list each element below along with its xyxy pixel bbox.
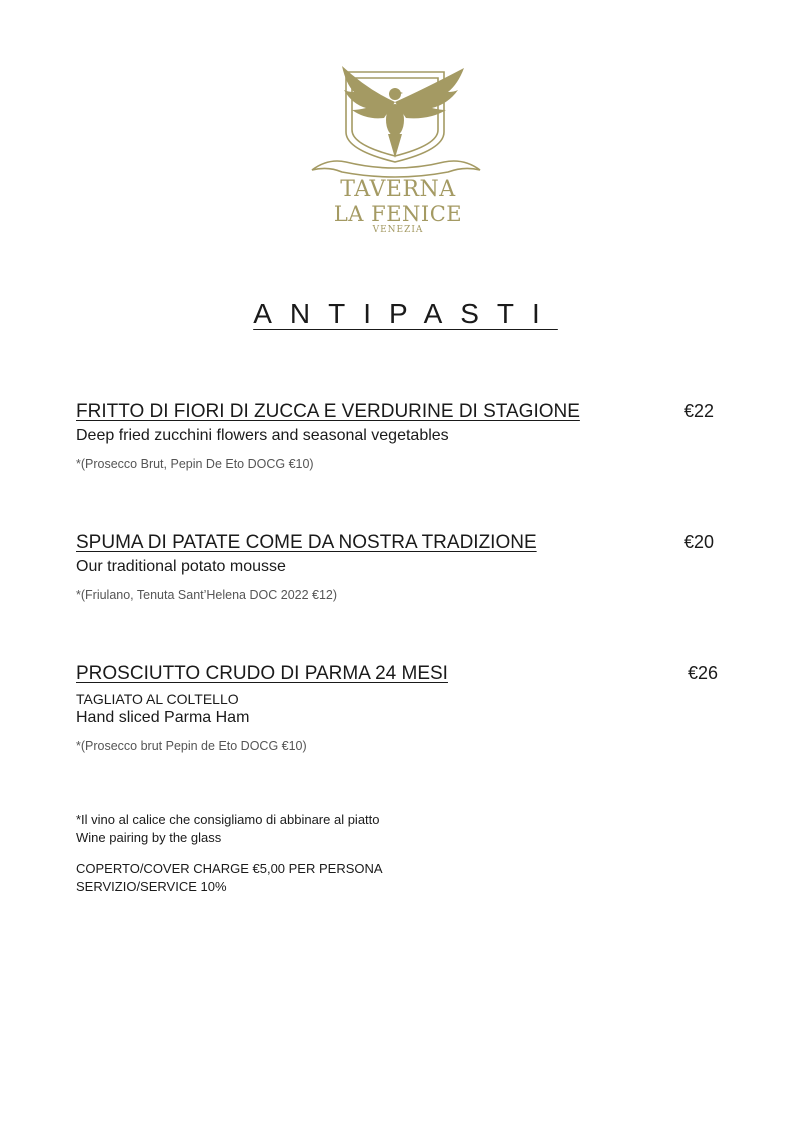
charges-info: [76, 860, 383, 896]
item-name: PROSCIUTTO CRUDO DI PARMA 24 MESI: [76, 663, 448, 684]
menu-item: [76, 401, 718, 471]
item-price: €20: [683, 532, 714, 552]
menu-item: [76, 663, 718, 753]
cover-charge: COPERTO/COVER CHARGE €5,00 PER PERSONA: [76, 861, 383, 876]
item-price: €22: [683, 401, 714, 421]
item-subtitle: TAGLIATO AL COLTELLO: [76, 691, 239, 707]
item-price: €26: [687, 663, 718, 683]
item-wine-pairing: *(Prosecco Brut, Pepin De Eto DOCG €10): [76, 457, 314, 471]
brand-name-line1: TAVERNA: [340, 177, 456, 202]
note-line-italian: *Il vino al calice che consigliamo di abbinare al piatto: [76, 812, 380, 827]
item-description: Hand sliced Parma Ham: [76, 709, 250, 726]
item-description: Deep fried zucchini flowers and seasonal vegetables: [76, 427, 449, 444]
restaurant-logo: [308, 62, 488, 242]
wine-pairing-note: [76, 811, 380, 847]
item-wine-pairing: *(Friulano, Tenuta Sant’Helena DOC 2022 €12): [76, 588, 338, 602]
item-name: FRITTO DI FIORI DI ZUCCA E VERDURINE DI STAGIONE: [76, 401, 580, 422]
note-line-english: Wine pairing by the glass: [76, 830, 222, 845]
item-wine-pairing: *(Prosecco brut Pepin de Eto DOCG €10): [76, 739, 307, 753]
item-name: SPUMA DI PATATE COME DA NOSTRA TRADIZIONE: [76, 532, 537, 553]
brand-name-line2: LA FENICE: [333, 202, 463, 226]
menu-item: [76, 532, 718, 602]
brand-city: VENEZIA: [372, 225, 424, 235]
section-title: [0, 298, 793, 330]
item-description: Our traditional potato mousse: [76, 558, 286, 575]
service-charge: SERVIZIO/SERVICE 10%: [76, 879, 227, 894]
phoenix-crest-icon: [308, 62, 488, 182]
section-title-text: ANTIPASTI: [253, 298, 558, 329]
